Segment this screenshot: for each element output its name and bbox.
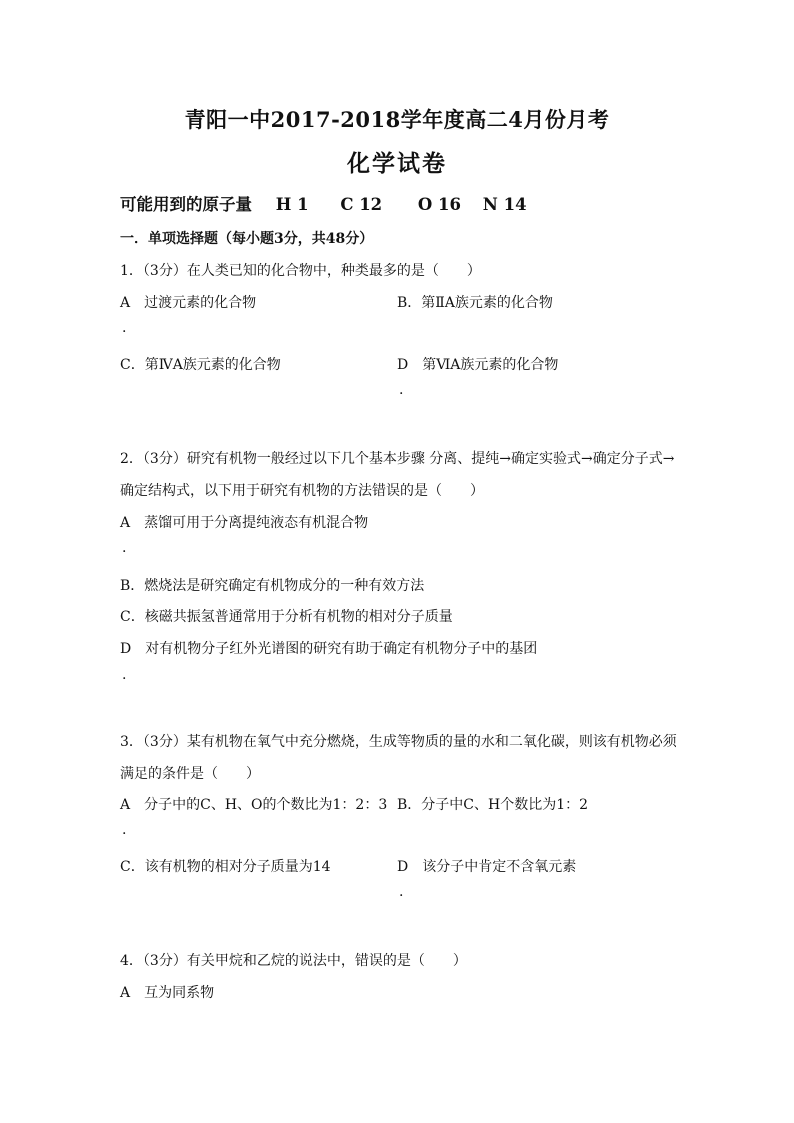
question-2-mark-1: . (122, 540, 127, 556)
atomic-mass-o: O 16 (417, 195, 462, 214)
atomic-mass-label: 可能用到的原子量 (120, 195, 252, 214)
question-3-mark-1: . (122, 822, 127, 838)
exam-title: 青阳一中2017-2018学年度高二4月份月考 (184, 107, 610, 132)
question-3-option-a: A 分子中的C、H、O的个数比为1：2：3 (120, 797, 388, 813)
question-1-option-b: B．第ⅡA族元素的化合物 (397, 295, 553, 311)
question-1-option-d: D 第ⅥA族元素的化合物 (397, 357, 559, 373)
atomic-mass-c: C 12 (340, 195, 383, 214)
question-2-option-a: A 蒸馏可用于分离提纯液态有机混合物 (120, 515, 369, 531)
question-1-option-c: C．第ⅣA族元素的化合物 (120, 357, 281, 373)
section-heading: 一．单项选择题（每小题3分，共48分） (120, 231, 374, 247)
exam-subtitle: 化学试卷 (347, 150, 447, 177)
question-1-mark-2: . (399, 382, 404, 398)
question-2-mark-2: . (122, 667, 127, 683)
question-2-stem-line-2: 确定结构式，以下用于研究有机物的方法错误的是（ ） (120, 483, 484, 499)
question-2-option-b: B．燃烧法是研究确定有机物成分的一种有效方法 (120, 578, 425, 594)
question-4-option-a: A 互为同系物 (120, 985, 215, 1001)
question-2-option-c: C．核磁共振氢普通常用于分析有机物的相对分子质量 (120, 609, 453, 625)
question-2-stem-line-1: 2．（3分）研究有机物一般经过以下几个基本步骤 分离、提纯→确定实验式→确定分子式→ (120, 451, 675, 467)
question-1-option-a: A 过渡元素的化合物 (120, 295, 257, 311)
question-3-option-c: C．该有机物的相对分子质量为14 (120, 859, 331, 875)
question-1-stem: 1．（3分）在人类已知的化合物中，种类最多的是（ ） (120, 263, 481, 279)
question-3-option-b: B．分子中C、H个数比为1：2 (397, 797, 589, 813)
question-2-option-d: D 对有机物分子红外光谱图的研究有助于确定有机物分子中的基团 (120, 641, 538, 657)
question-3-stem-line-1: 3．（3分）某有机物在氧气中充分燃烧，生成等物质的量的水和二氧化碳，则该有机物必须 (120, 734, 677, 750)
question-4-stem: 4．（3分）有关甲烷和乙烷的说法中，错误的是（ ） (120, 953, 467, 969)
atomic-mass-line (120, 191, 527, 215)
atomic-mass-h: H 1 (275, 195, 309, 214)
question-3-mark-2: . (399, 884, 404, 900)
question-3-option-d: D 该分子中肯定不含氧元素 (397, 859, 577, 875)
question-3-stem-line-2: 满足的条件是（ ） (120, 766, 260, 782)
question-1-mark-1: . (122, 320, 127, 336)
atomic-mass-n: N 14 (482, 195, 527, 214)
